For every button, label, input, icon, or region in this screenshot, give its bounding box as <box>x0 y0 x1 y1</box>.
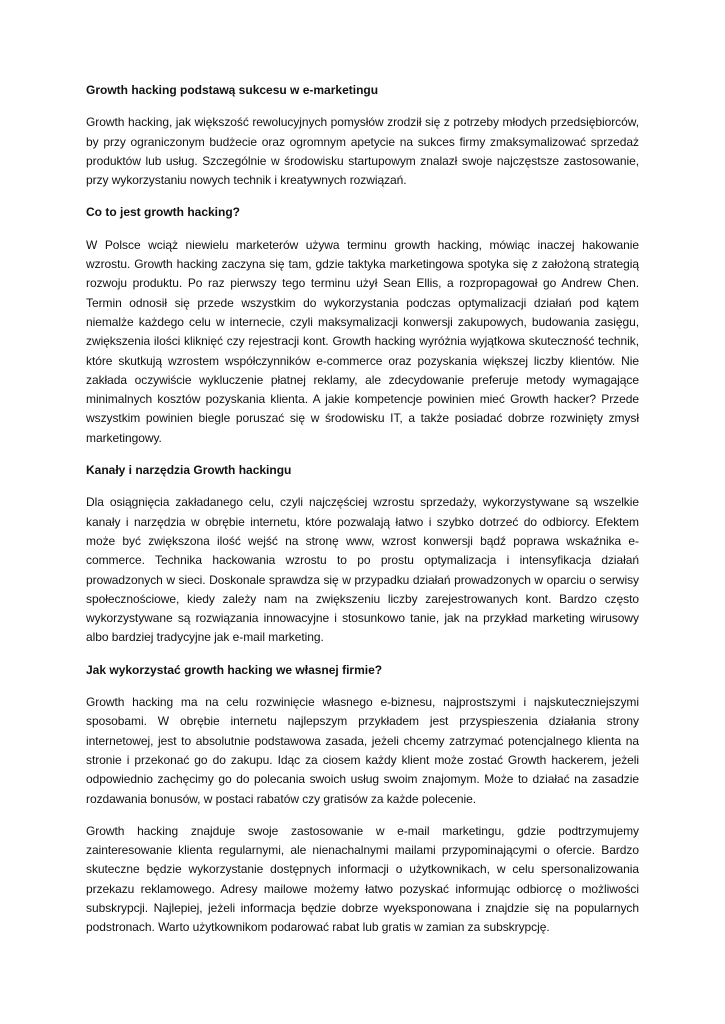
section-paragraph: Dla osiągnięcia zakładanego celu, czyli najczęściej wzrostu sprzedaży, wykorzystywane są wszelkie kanały i narzędzia w obrębie internetu, które pozwalają łatwo i szybko dotrzeć do odbiorcy. Efektem może być zwiększona ilość wejść na stronę www, wzrost konwersji bądź poprawa wskaźnika e-commerce. Technika hackowania wzrostu to po prostu optymalizacja i intensyfikacja działań prowadzonych w sieci. Doskonale sprawdza się w przypadku działań prowadzonych w oparciu o serwisy społecznościowe, kiedy zależy nam na zwiększeniu liczby zarejestrowanych kont. Bardzo często wykorzystywane są rozwiązania innowacyjne i stosunkowo tanie, jak na przykład marketing wirusowy albo bardziej tradycyjne jak e-mail marketing. <box>86 495 639 645</box>
section-paragraph: Growth hacking ma na celu rozwinięcie własnego e-biznesu, najprostszymi i najskuteczniejszymi sposobami. W obrębie internetu najlepszym przykładem jest przyspieszenia działania strony internetowej, jest to absolutnie podstawowa zasada, jeżeli chcemy zatrzymać potencjalnego klienta na stronie i przekonać go do zakupu. Idąc za ciosem każdy klient może zostać Growth hackerem, jeżeli odpowiednio zachęcimy go do polecania swoich usług swoim znajomym. Może to działać na zasadzie rozdawania bonusów, w postaci rabatów czy gratisów za każde polecenie. <box>86 695 639 806</box>
section-heading-what-is: Co to jest growth hacking? <box>86 205 241 220</box>
document-title: Growth hacking podstawą sukcesu w e-marketingu <box>86 83 379 97</box>
intro-paragraph: Growth hacking, jak większość rewolucyjnych pomysłów zrodził się z potrzeby młodych przedsiębiorców, by przy ograniczonym budżecie oraz ogromnym apetycie na sukces firmy zmaksymalizować sprzedaż produktów lub usług. Szczególnie w środowisku startupowym znalazł swoje najczęstsze zastosowanie, przy wykorzystaniu nowych technik i kreatywnych rozwiązań. <box>86 115 639 188</box>
section-heading-how-to-use: Jak wykorzystać growth hacking we własnej firmie? <box>86 662 383 677</box>
section-heading-channels: Kanały i narzędzia Growth hackingu <box>86 463 292 478</box>
section-paragraph: Growth hacking znajduje swoje zastosowanie w e-mail marketingu, gdzie podtrzymujemy zainteresowanie klienta regularnymi, ale nienachalnymi mailami przypominającymi o ofercie. Bardzo skuteczne będzie wykorzystanie dostępnych informacji o użytkownikach, w celu spersonalizowania przekazu reklamowego. Adresy mailowe możemy łatwo pozyskać informując odbiorcę o możliwości subskrypcji. Najlepiej, jeżeli informacja będzie dobrze wyeksponowana i znajdzie się na popularnych podstronach. Warto użytkownikom podarować rabat lub gratis w zamian za subskrypcję. <box>86 823 639 935</box>
document-page <box>86 81 639 951</box>
section-paragraph: W Polsce wciąż niewielu marketerów używa terminu growth hacking, mówiąc inaczej hakowanie wzrostu. Growth hacking zaczyna się tam, gdzie taktyka marketingowa spotyka się z założoną strategią rozwoju produktu. Po raz pierwszy tego terminu użył Sean Ellis, a rozpropagował go Andrew Chen. Termin odnosił się przede wszystkim do wykorzystania podczas optymalizacji działań pod kątem niemalże każdego celu w internecie, czyli maksymalizacji konwersji zakupowych, budowania zasięgu, zwiększenia ilości kliknięć czy rejestracji kont. Growth hacking wyróżnia wyjątkowa skuteczność technik, które skutkują wzrostem współczynników e-commerce oraz pozyskania większej liczby klientów. Nie zakłada oczywiście wykluczenie płatnej reklamy, ale zdecydowanie preferuje metody wymagające minimalnych kosztów pozyskania klienta. A jakie kompetencje powinien mieć Growth hacker? Przede wszystkim powinien biegle poruszać się w środowisku IT, a także posiadać dobrze rozwinięty zmysł marketingowy. <box>86 237 639 445</box>
